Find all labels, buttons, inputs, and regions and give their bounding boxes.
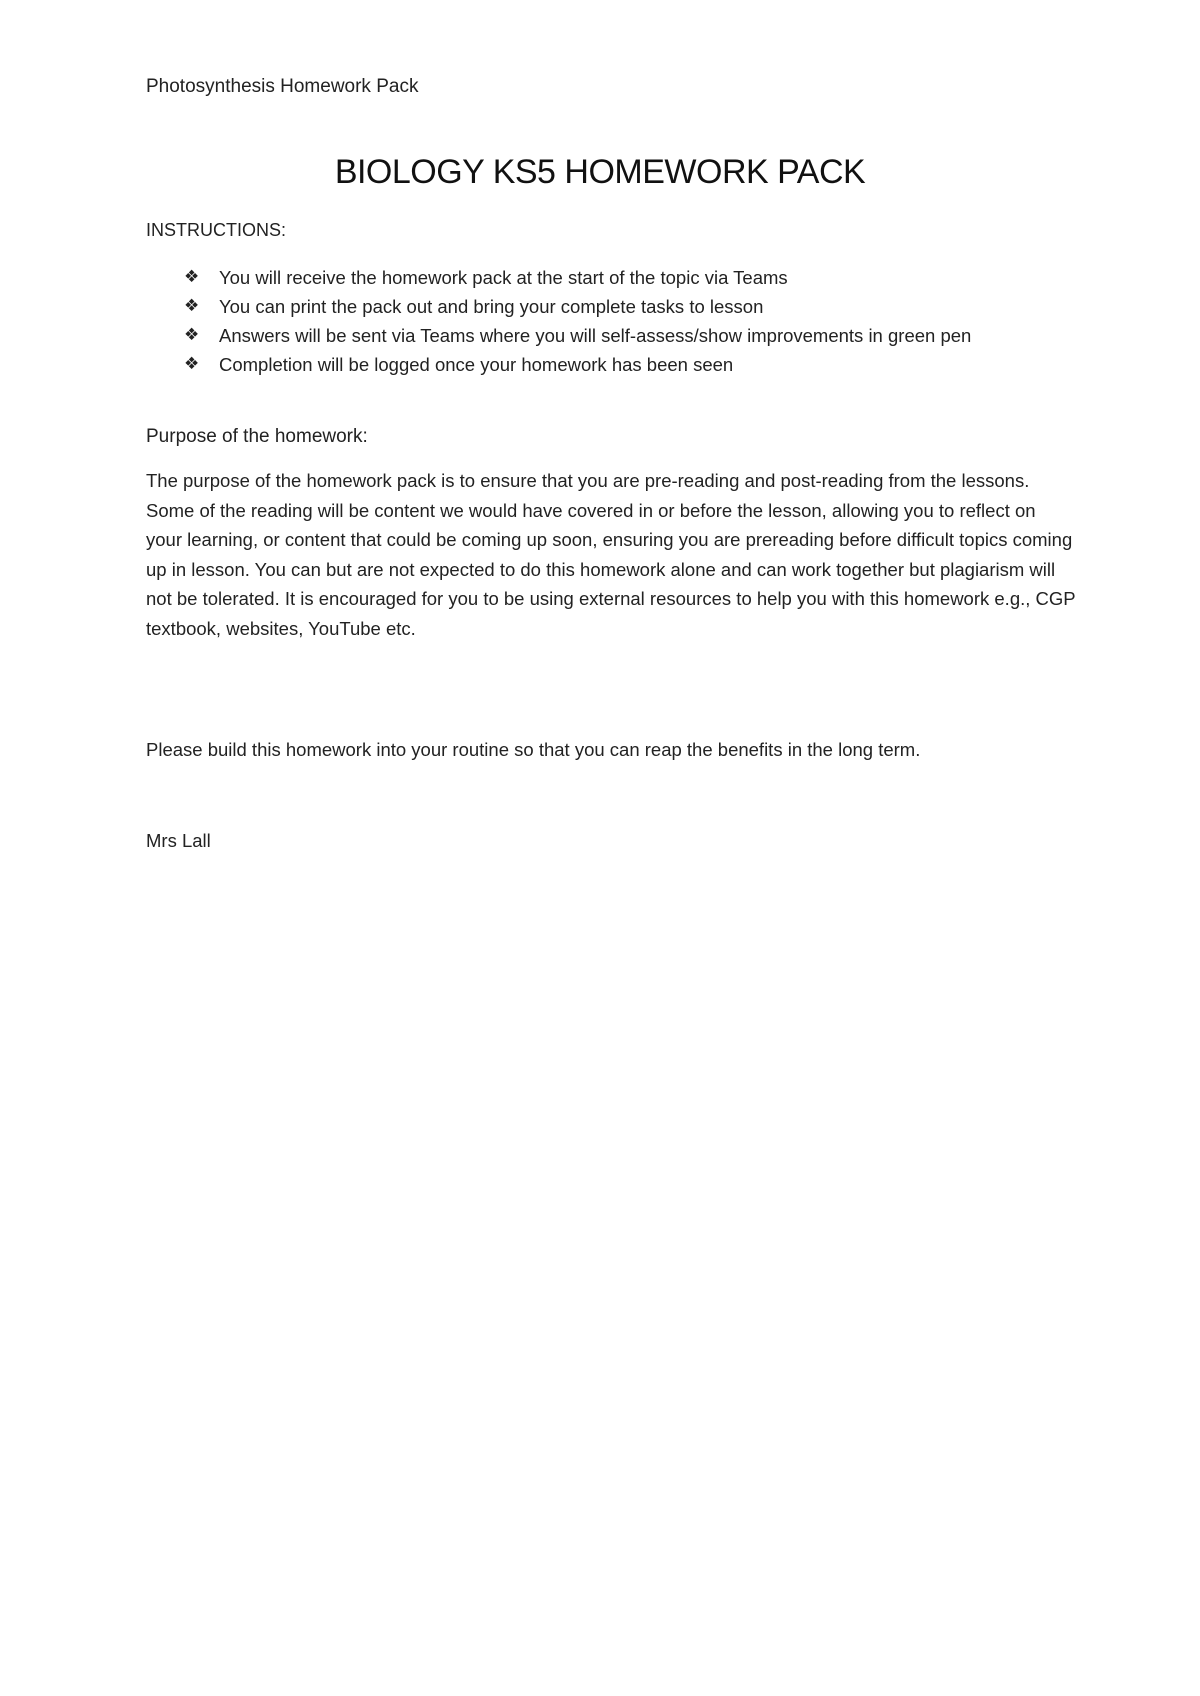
running-header: Photosynthesis Homework Pack [146, 76, 419, 97]
purpose-heading: Purpose of the homework: [146, 426, 368, 447]
closing-paragraph: Please build this homework into your routine so that you can reap the benefits in the long term. [146, 739, 921, 760]
instructions-list [146, 263, 1086, 379]
document-title: BIOLOGY KS5 HOMEWORK PACK [334, 153, 866, 191]
signature-name: Mrs Lall [146, 830, 211, 851]
list-item [146, 321, 1086, 350]
list-item-text: You can print the pack out and bring your complete tasks to lesson [219, 296, 764, 317]
instructions-heading: INSTRUCTIONS: [146, 220, 287, 240]
diamond-bullet-icon: ❖ [184, 296, 200, 316]
diamond-bullet-icon: ❖ [184, 267, 200, 287]
list-item [146, 292, 1086, 321]
purpose-paragraph: The purpose of the homework pack is to ensure that you are pre-reading and post-reading from the lessons. Some of the reading will be content we would have covered in or before the lesson, allowing you to reflect on your learning, or content that could be coming up soon, ensuring you are prereading before difficult topics coming up in lesson. You can but are not expected to do this homework alone and can work together but plagiarism will not be tolerated. It is encouraged for you to be using external resources to help you with this homework e.g., CGP textbook, websites, YouTube etc. [146, 470, 1076, 639]
list-item-text: Answers will be sent via Teams where you will self-assess/show improvements in green pen [219, 325, 972, 346]
list-item [146, 350, 1086, 379]
list-item [146, 263, 1086, 292]
diamond-bullet-icon: ❖ [184, 354, 200, 374]
list-item-text: Completion will be logged once your homework has been seen [219, 354, 734, 375]
list-item-text: You will receive the homework pack at the start of the topic via Teams [219, 267, 788, 288]
diamond-bullet-icon: ❖ [184, 325, 200, 345]
